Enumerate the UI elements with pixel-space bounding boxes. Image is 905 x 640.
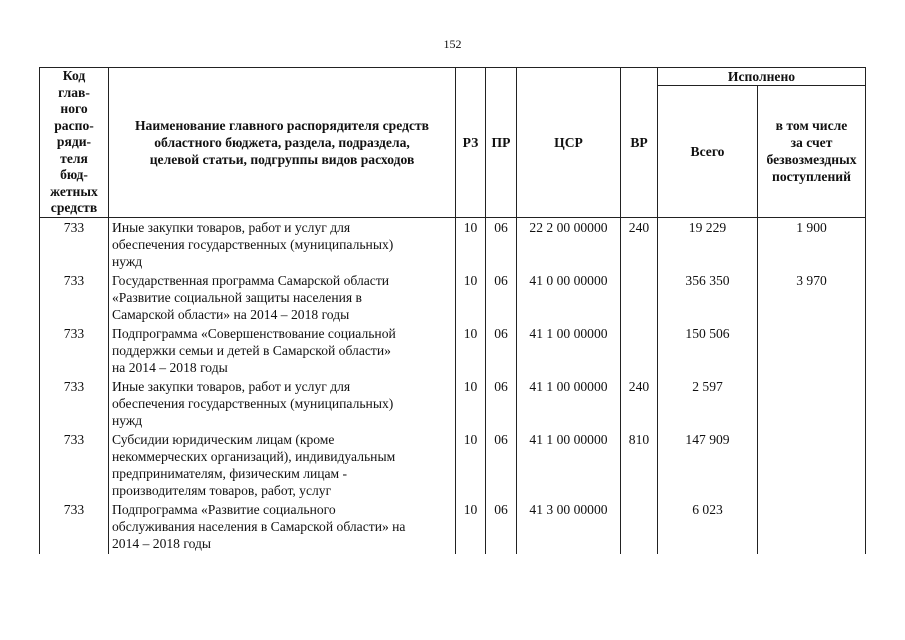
cell-free <box>758 501 866 554</box>
cell-free: 1 900 <box>758 217 866 272</box>
cell-free <box>758 378 866 431</box>
cell-code: 733 <box>40 325 109 378</box>
cell-name: Иные закупки товаров, работ и услуг для обеспечения государственных (муниципальных) нужд <box>109 217 456 272</box>
cell-csr: 41 1 00 00000 <box>517 378 621 431</box>
header-executed: Исполнено <box>658 68 866 86</box>
cell-pr: 06 <box>486 325 517 378</box>
table-row <box>40 431 866 501</box>
cell-code: 733 <box>40 431 109 501</box>
cell-name: Подпрограмма «Совершенствование социальной поддержки семьи и детей в Самарской области» на 2014 – 2018 годы <box>109 325 456 378</box>
cell-free <box>758 325 866 378</box>
cell-pr: 06 <box>486 431 517 501</box>
cell-csr: 41 1 00 00000 <box>517 325 621 378</box>
cell-pr: 06 <box>486 501 517 554</box>
cell-name: Иные закупки товаров, работ и услуг для обеспечения государственных (муниципальных) нужд <box>109 378 456 431</box>
table-row <box>40 272 866 325</box>
cell-pr: 06 <box>486 272 517 325</box>
cell-total: 150 506 <box>658 325 758 378</box>
table-header <box>40 68 866 218</box>
cell-rz: 10 <box>456 431 486 501</box>
cell-vr: 240 <box>621 217 658 272</box>
header-code: Код глав- ного распо- ряди- теля бюд- жетных средств <box>40 68 109 218</box>
cell-name: Подпрограмма «Развитие социального обслуживания населения в Самарской области» на 2014 – 2018 годы <box>109 501 456 554</box>
header-free-receipts: в том числе за счет безвозмездных поступлений <box>758 86 866 217</box>
cell-code: 733 <box>40 217 109 272</box>
cell-rz: 10 <box>456 325 486 378</box>
cell-total: 356 350 <box>658 272 758 325</box>
table-row <box>40 325 866 378</box>
table-body <box>40 217 866 554</box>
cell-csr: 22 2 00 00000 <box>517 217 621 272</box>
cell-rz: 10 <box>456 217 486 272</box>
cell-vr <box>621 501 658 554</box>
header-vr: ВР <box>621 68 658 218</box>
cell-rz: 10 <box>456 272 486 325</box>
cell-name: Государственная программа Самарской области «Развитие социальной защиты населения в Самарской области» на 2014 – 2018 годы <box>109 272 456 325</box>
cell-code: 733 <box>40 272 109 325</box>
cell-rz: 10 <box>456 501 486 554</box>
cell-free: 3 970 <box>758 272 866 325</box>
cell-vr <box>621 325 658 378</box>
cell-vr: 810 <box>621 431 658 501</box>
cell-total: 6 023 <box>658 501 758 554</box>
table-row <box>40 217 866 272</box>
cell-code: 733 <box>40 501 109 554</box>
header-total: Всего <box>658 86 758 217</box>
cell-total: 147 909 <box>658 431 758 501</box>
cell-pr: 06 <box>486 378 517 431</box>
header-name: Наименование главного распорядителя средств областного бюджета, раздела, подраздела, целевой статьи, подгруппы видов расходов <box>109 68 456 218</box>
page-number: 152 <box>443 37 462 51</box>
cell-rz: 10 <box>456 378 486 431</box>
cell-free <box>758 431 866 501</box>
cell-total: 19 229 <box>658 217 758 272</box>
cell-csr: 41 0 00 00000 <box>517 272 621 325</box>
cell-vr <box>621 272 658 325</box>
cell-vr: 240 <box>621 378 658 431</box>
cell-total: 2 597 <box>658 378 758 431</box>
cell-code: 733 <box>40 378 109 431</box>
header-csr: ЦСР <box>517 68 621 218</box>
table-row <box>40 501 866 554</box>
cell-csr: 41 1 00 00000 <box>517 431 621 501</box>
cell-pr: 06 <box>486 217 517 272</box>
cell-name: Субсидии юридическим лицам (кроме некоммерческих организаций), индивидуальным предпринимателям, физическим лицам - производителям товаров, работ, услуг <box>109 431 456 501</box>
header-rz: РЗ <box>456 68 486 218</box>
cell-csr: 41 3 00 00000 <box>517 501 621 554</box>
budget-table <box>39 67 866 554</box>
header-pr: ПР <box>486 68 517 218</box>
table-row <box>40 378 866 431</box>
